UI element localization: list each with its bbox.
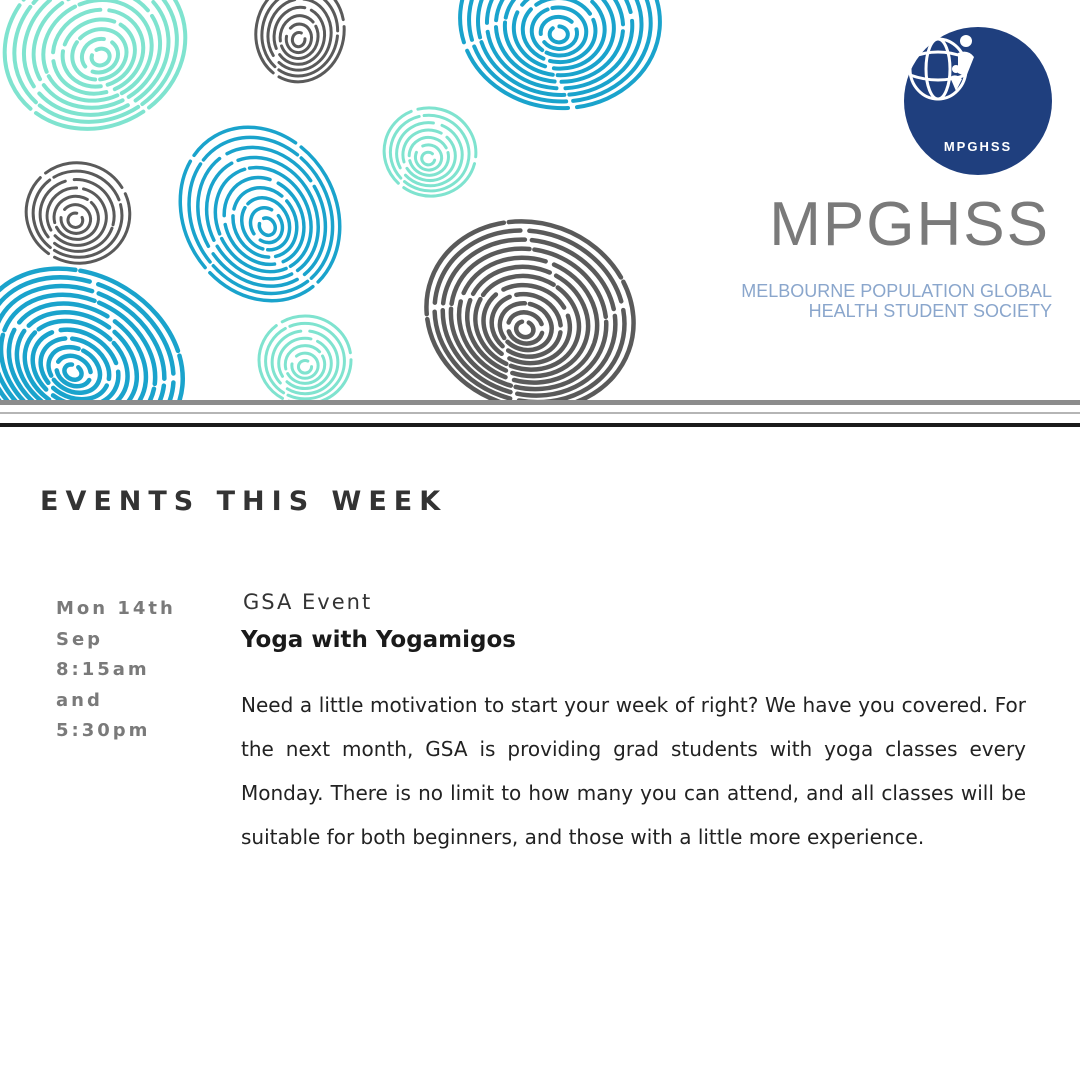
fingerprint-ridge [549,26,569,44]
globe-people-icon [904,27,980,107]
fingerprint-ridge [40,338,108,400]
fingerprint-ridge [256,215,278,238]
event-category: GSA Event [243,590,373,614]
event-description: Need a little motivation to start your week of right? We have you covered. For the next month, GSA is providing grad students with yoga classes every Monday. There is no limit to how many you can attend, and all classes will be suitable for both beginners, and those with a little more experience. [241,693,1026,849]
fingerprint-ridge [89,46,113,69]
fingerprint-ridge [66,211,85,230]
brand-subtitle-line: HEALTH STUDENT SOCIETY [808,301,1052,321]
fingerprint-ridge [57,201,95,238]
fingerprint-ridge [149,98,371,330]
divider-line [0,400,1080,405]
logo-label: MPGHSS [943,139,1013,154]
divider-line [0,423,1080,427]
fingerprint [12,148,144,278]
event-time-line: and [56,689,103,711]
event-date-line: Mon 14th [56,598,176,619]
fingerprint [453,0,668,116]
fingerprint [400,193,660,400]
fingerprint-ridge [420,151,436,167]
fingerprint-ridge [161,111,360,320]
fingerprint [149,98,371,330]
event-title: Yoga with Yogamigos [241,627,516,653]
fingerprint [374,98,486,207]
event-date-line: Sep [56,628,104,650]
fingerprint-ridge [539,15,578,50]
header-banner [0,0,1080,400]
fingerprint-ridge [284,22,314,55]
fingerprint-ridge [173,124,350,310]
brand-subtitle-line: MELBOURNE POPULATION GLOBAL [741,281,1052,301]
fingerprint [0,0,213,158]
fingerprint-ridge [514,319,536,339]
section-heading: EVENTS THIS WEEK [40,486,448,517]
event-date-time [56,594,206,747]
fingerprint-ridge [62,362,85,383]
brand-subtitle [632,281,1052,321]
event-time-line: 5:30pm [56,720,151,741]
fingerprint-ridge [291,31,306,47]
fingerprint-ridge [413,142,445,173]
fingerprint-ridge [277,13,322,62]
divider-line [0,412,1080,414]
society-logo [904,27,1052,175]
fingerprint-group [0,0,667,400]
event-time-line: 8:15am [56,659,150,680]
fingerprint [0,232,216,400]
fingerprint [248,0,352,89]
fingerprint-ridge [298,361,311,374]
fingerprint [259,316,351,400]
brand-name: MPGHSS [769,190,1050,259]
